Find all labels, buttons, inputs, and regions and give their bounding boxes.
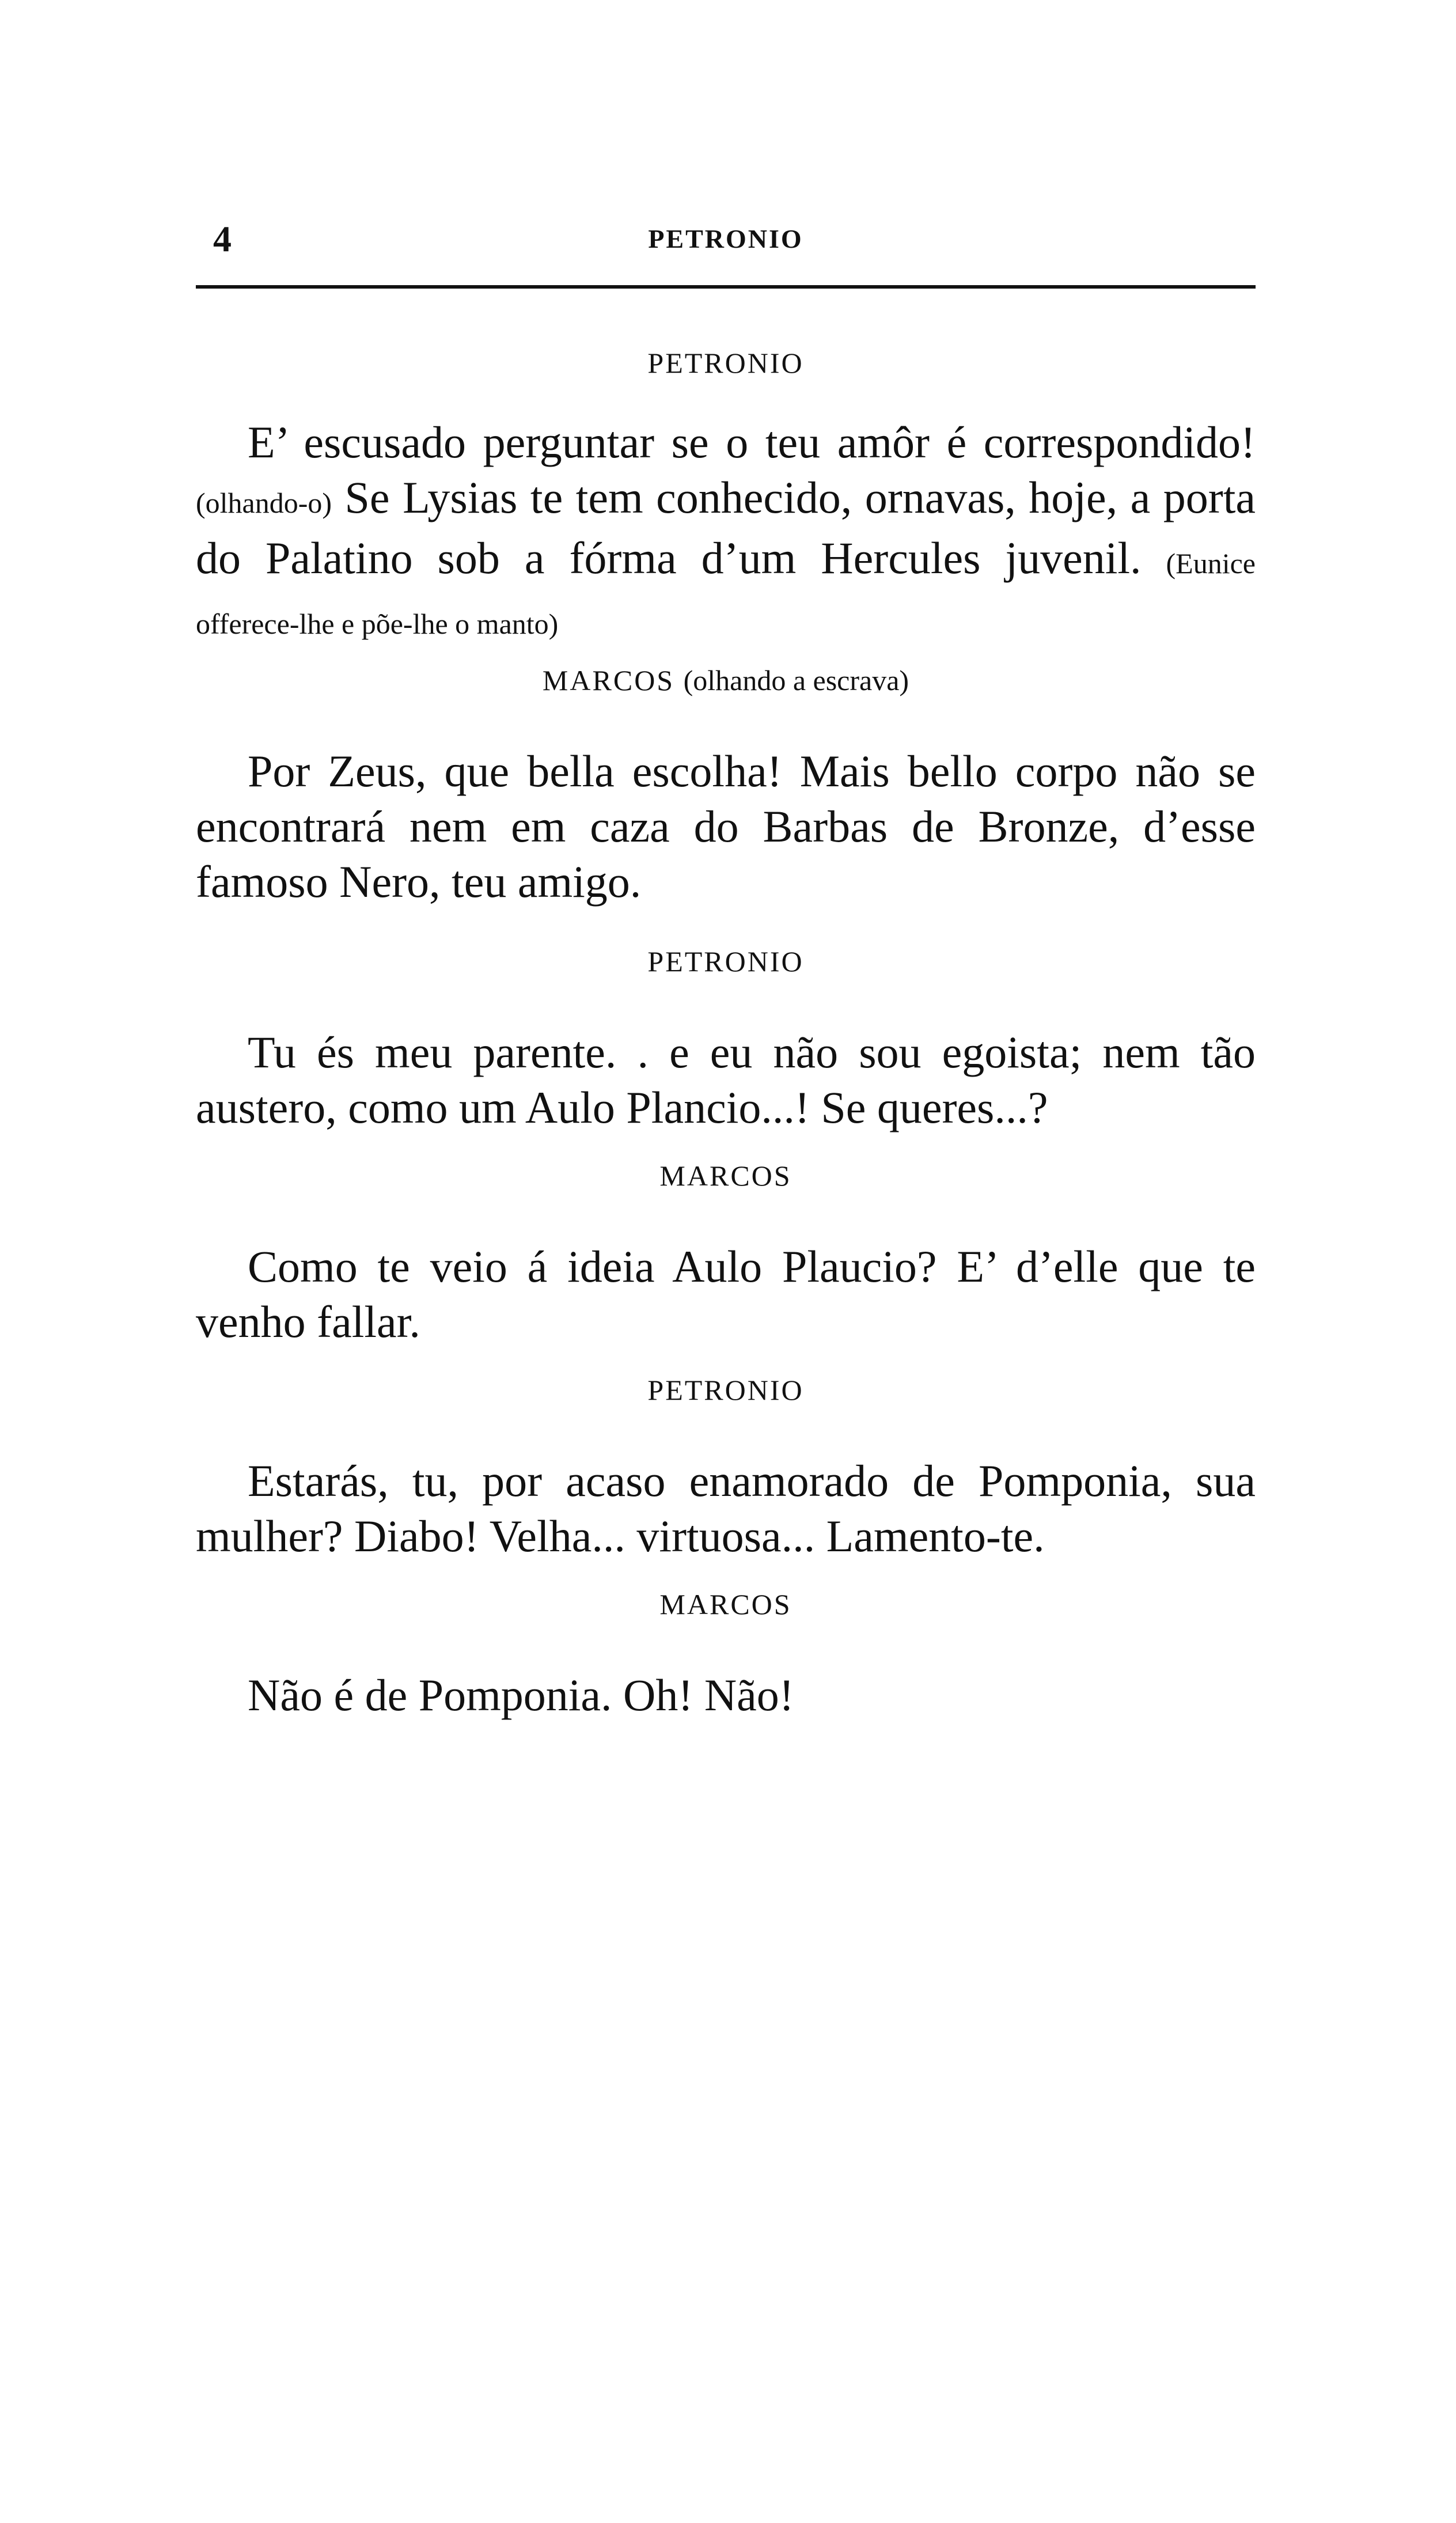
speaker-name [196,1147,1256,1204]
speech-text: Não é de Pomponia. Oh! Não! [248,1670,794,1720]
speaker-name [196,334,1256,392]
speech-paragraph [196,744,1256,910]
speaker-name [196,933,1256,990]
speaker-name [196,1575,1256,1633]
speech-text: Tu és meu parente. . e eu não sou egoista; nem tão austero, como um Aulo Plancio...! Se queres...? [196,1027,1256,1132]
speech-paragraph [196,1668,1256,1723]
speech-text: Estarás, tu, por acaso enamorado de Pomponia, sua mulher? Diabo! Velha... virtuosa... Lamento-te. [196,1456,1256,1561]
speech-text: Por Zeus, que bella escolha! Mais bello corpo não se encontrará nem em caza do Barbas de Bronze, d’esse famoso Nero, teu amigo. [196,746,1256,907]
speaker-label: MARCOS [542,664,675,696]
speech-text: Se Lysias te tem conhecido, ornavas, hoje, a porta do Palatino sob a fórma d’um Hercules juvenil. [196,472,1256,583]
running-title: PETRONIO [648,224,803,253]
speaker-name [196,1361,1256,1419]
header-rule [196,285,1256,289]
speech-paragraph [196,1453,1256,1564]
speaker-label: PETRONIO [647,1374,804,1406]
page-header [196,213,1256,265]
speaker-label: PETRONIO [647,945,804,978]
speech-text: Como te veio á ideia Aulo Plaucio? E’ d’elle que te venho fallar. [196,1241,1256,1347]
speaker-stage-direction: (olhando a escrava) [683,664,909,696]
speech-paragraph [196,1239,1256,1350]
page-number: 4 [213,218,232,259]
speech-paragraph [196,1025,1256,1135]
dialogue-text [196,334,1256,1734]
stage-direction: (Eunice offerece-lhe e põe-lhe o manto) [196,547,1256,640]
speaker-label: MARCOS [659,1588,792,1620]
speech-text: E’ escusado perguntar se o teu amôr é correspondido! [248,417,1256,467]
stage-direction: (olhando-o) [196,487,332,519]
speaker-label: MARCOS [659,1160,792,1192]
speech-paragraph [196,415,1256,651]
speaker-label: PETRONIO [647,347,804,379]
speaker-name [196,651,1256,709]
